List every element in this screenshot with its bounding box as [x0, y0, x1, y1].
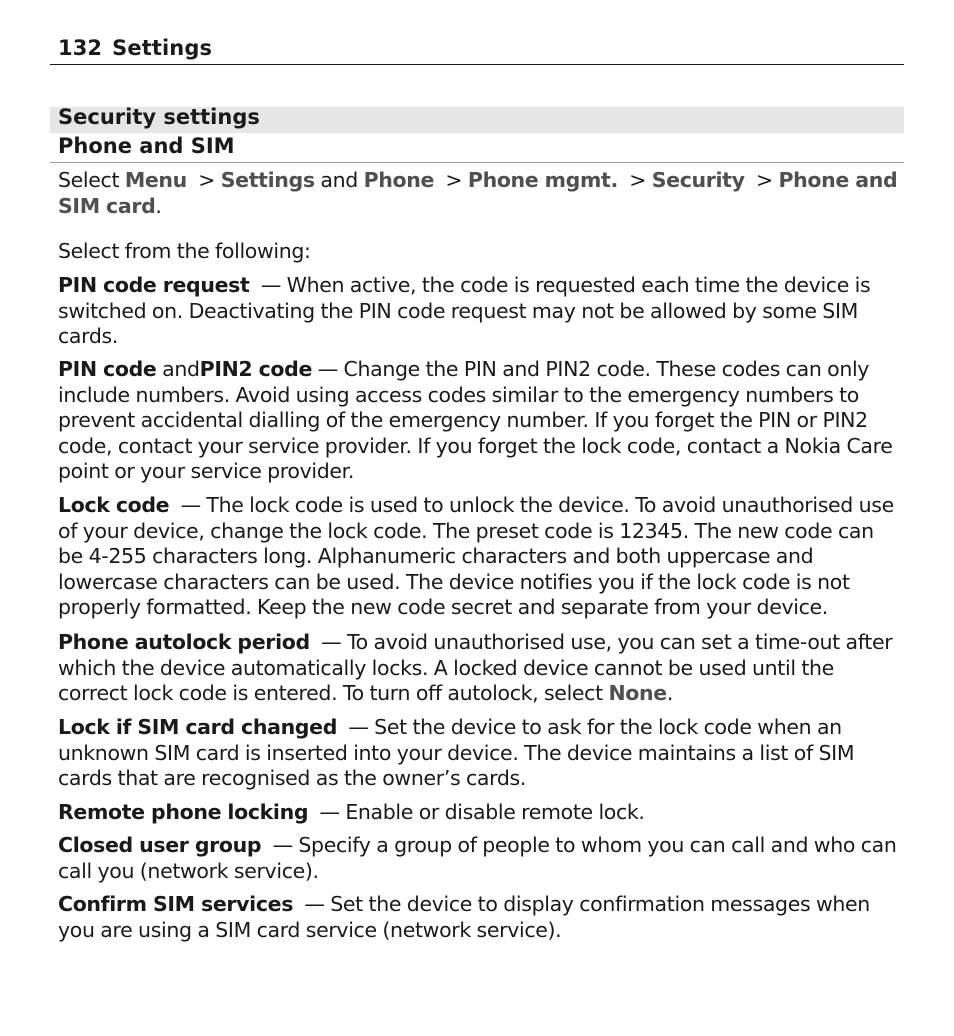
option-closed-user-group [58, 833, 900, 884]
option-term: PIN code [58, 357, 157, 381]
menu-path-settings: Settings [220, 168, 315, 192]
option-connector: and [162, 357, 200, 381]
option-pin-code-request [58, 273, 900, 350]
option-description: — To avoid unauthorised use, you can set a time-out after which the device automatically locks. A locked device cannot be used until the correct lock code is entered. To turn off autolock, select [58, 630, 893, 706]
option-description: — Set the device to display confirmation messages when you are using a SIM card service (network service). [58, 892, 870, 942]
option-confirm-sim-services [58, 892, 900, 943]
option-remote-phone-locking [58, 800, 900, 826]
running-header [58, 36, 212, 60]
option-term: Confirm SIM services [58, 892, 294, 916]
menu-path-phone-mgmt: Phone mgmt. [467, 168, 618, 192]
option-lock-code [58, 493, 900, 621]
option-term: Lock code [58, 493, 170, 517]
option-pin-code [58, 357, 900, 485]
path-period: . [155, 193, 162, 218]
path-arrow: > [198, 168, 216, 192]
option-term: Lock if SIM card changed [58, 715, 338, 739]
option-value-none: None [608, 681, 667, 706]
path-arrow: > [445, 168, 463, 192]
option-description: — The lock code is used to unlock the device. To avoid unauthorised use of your device, change the lock code. The preset code is 12345. The new code can be 4-255 characters long. Alphanumeric characters and both uppercase and lowercase characters can be used. The device notifies you if the lock code is not properly formatted. Keep the new code secret and separate from your device. [58, 493, 894, 620]
option-term: Remote phone locking [58, 800, 309, 824]
option-phone-autolock-period [58, 630, 900, 707]
option-term: Closed user group [58, 833, 262, 857]
path-arrow: > [629, 168, 647, 192]
page-number: 132 [58, 36, 103, 60]
subsection-divider [50, 162, 904, 163]
select-word: Select [58, 168, 120, 192]
intro-text: Select from the following: [58, 239, 311, 263]
section-title: Security settings [58, 105, 260, 129]
option-end: . [666, 681, 673, 706]
option-lock-if-sim-card-changed [58, 715, 900, 792]
menu-path-menu: Menu [124, 168, 187, 192]
option-description: — Specify a group of people to whom you can call and who can call you (network service). [58, 833, 897, 883]
header-section-title: Settings [112, 36, 213, 60]
menu-path-phone-and-sim-card: Phone and SIM card [58, 168, 898, 218]
and-word: and [320, 168, 358, 192]
option-term: PIN code request [58, 273, 250, 297]
path-arrow: > [756, 168, 773, 192]
option-description: — When active, the code is requested each time the device is switched on. Deactivating the PIN code request may not be allowed by some SIM cards. [58, 273, 871, 349]
header-divider [50, 64, 904, 65]
menu-path-security: Security [651, 168, 745, 192]
menu-path-phone: Phone [363, 168, 435, 192]
subsection-title: Phone and SIM [58, 134, 235, 158]
option-description: — Change the PIN and PIN2 code. These codes can only include numbers. Avoid using access codes similar to the emergency numbers to prevent accidental dialling of the emergency number. If you forget the PIN or PIN2 code, contact your service provider. If you forget the lock code, contact a Nokia Care point or your service provider. [58, 357, 893, 484]
navigation-path [58, 168, 900, 219]
option-term-2: PIN2 code [199, 357, 313, 381]
option-description: — Enable or disable remote lock. [319, 800, 645, 824]
option-term: Phone autolock period [58, 630, 310, 654]
option-description: — Set the device to ask for the lock code when an unknown SIM card is inserted into your device. The device maintains a list of SIM cards that are recognised as the owner’s cards. [58, 715, 855, 791]
